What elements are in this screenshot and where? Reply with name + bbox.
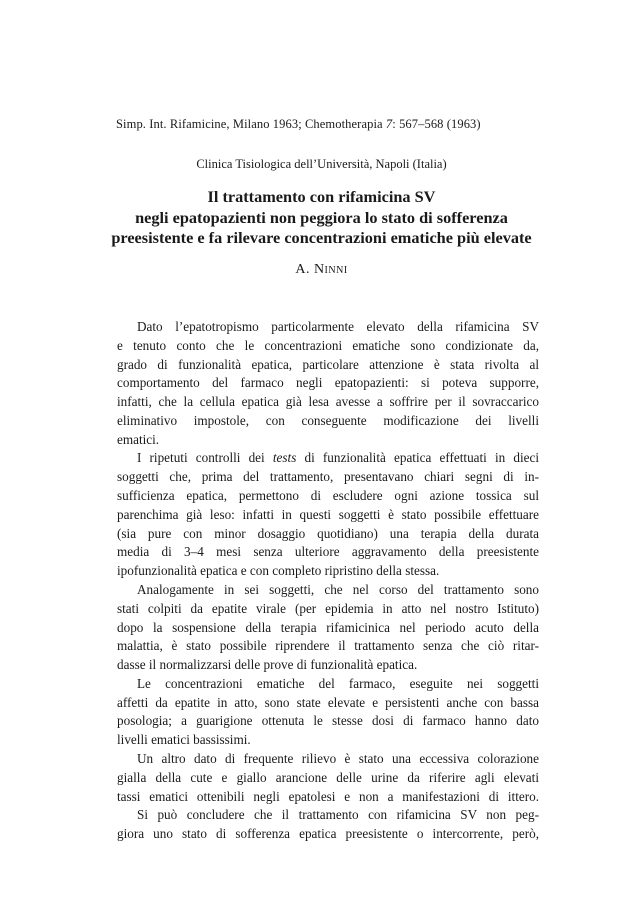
citation-header [116, 117, 556, 132]
body-line-with-italic [117, 449, 539, 468]
italic-word: tests [272, 450, 297, 466]
body-line: malattia, è stato possibile riprendere il trattamento senza che ciò ritar- [117, 638, 539, 654]
citation-text: Simp. Int. Rifamicine, Milano 1963; Chemotherapia [116, 117, 383, 131]
body-line: affetti da epatite in atto, sono state elevate e persistenti anche con bassa [117, 694, 539, 710]
body-line: tassi ematici ottenibili negli epatolesi e non a manifestazioni di ittero. [117, 788, 539, 804]
body-line: comportamento del farmaco negli epatopazienti: si poteva supporre, [117, 375, 539, 391]
body-text [117, 318, 539, 844]
body-line: ematici. [117, 431, 160, 447]
body-line: dasse il normalizzarsi delle prove di funzionalità epatica. [117, 657, 418, 673]
body-line: stati colpiti da epatite virale (per epidemia in atto nel nostro Istituto) [117, 600, 539, 616]
body-line: dopo la sospensione della terapia rifamicinica nel periodo acuto della [117, 619, 539, 635]
body-line: (sia pure con minor dosaggio quotidiano) una terapia della durata [117, 525, 539, 541]
body-line: posologia; a guarigione ottenuta le stesse dosi di farmaco hanno dato [117, 713, 539, 729]
body-line: grado di funzionalità epatica, particolare attenzione è stata rivolta al [117, 356, 539, 372]
paper-title [100, 187, 543, 249]
title-line-2: negli epatopazienti non peggiora lo stato di sofferenza [135, 207, 508, 227]
body-line: livelli ematici bassissimi. [117, 732, 251, 748]
body-line: ipofunzionalità epatica e con completo ripristino della stessa. [117, 563, 440, 579]
body-line: Dato l’epatotropismo particolarmente elevato della rifamicina SV [137, 319, 539, 334]
body-line: Un altro dato di frequente rilievo è stato una eccessiva colorazione [137, 750, 539, 766]
author: A. Ninni [295, 262, 348, 277]
body-line: Analogamente in sei soggetti, che nel corso del trattamento sono [137, 581, 539, 597]
body-line: soggetti che, prima del trattamento, presentavano chiari segni di in- [117, 469, 539, 485]
body-line: Le concentrazioni ematiche del farmaco, eseguite nei soggetti [137, 675, 539, 691]
body-line: Si può concludere che il trattamento con rifamicina SV non peg- [137, 807, 539, 823]
citation-volume: 7 [385, 117, 393, 131]
body-line: parenchima già leso: infatti in questi soggetti è stato possibile effettuare [117, 506, 539, 522]
body-line: infatti, che la cellula epatica già lesa avesse a soffrire per il sovraccarico [117, 394, 539, 410]
citation-pages: : 567–568 (1963) [392, 117, 481, 131]
institution: Clinica Tisiologica dell’Università, Napoli (Italia) [196, 157, 447, 171]
body-line: gialla della cute e giallo arancione delle urine da riferire agli elevati [117, 769, 539, 785]
body-line: giora uno stato di sofferenza epatica preesistente o intercorrente, però, [117, 826, 539, 842]
body-fragment: di funzionalità epatica effettuati in dieci [304, 450, 540, 466]
body-fragment: I ripetuti controlli dei [137, 450, 265, 466]
title-line-3: preesistente e fa rilevare concentrazioni ematiche più elevate [111, 228, 532, 247]
body-line: sufficienza epatica, permettono di escludere ogni azione tossica sul [117, 488, 539, 504]
title-line-1: Il trattamento con rifamicina SV [207, 187, 436, 206]
body-line: eliminativo impostole, con conseguente modificazione dei livelli [117, 412, 539, 428]
body-line: media di 3–4 mesi senza ulteriore aggravamento della preesistente [117, 544, 539, 560]
body-line: e tenuto conto che le concentrazioni ematiche sono condizionate da, [117, 337, 539, 353]
